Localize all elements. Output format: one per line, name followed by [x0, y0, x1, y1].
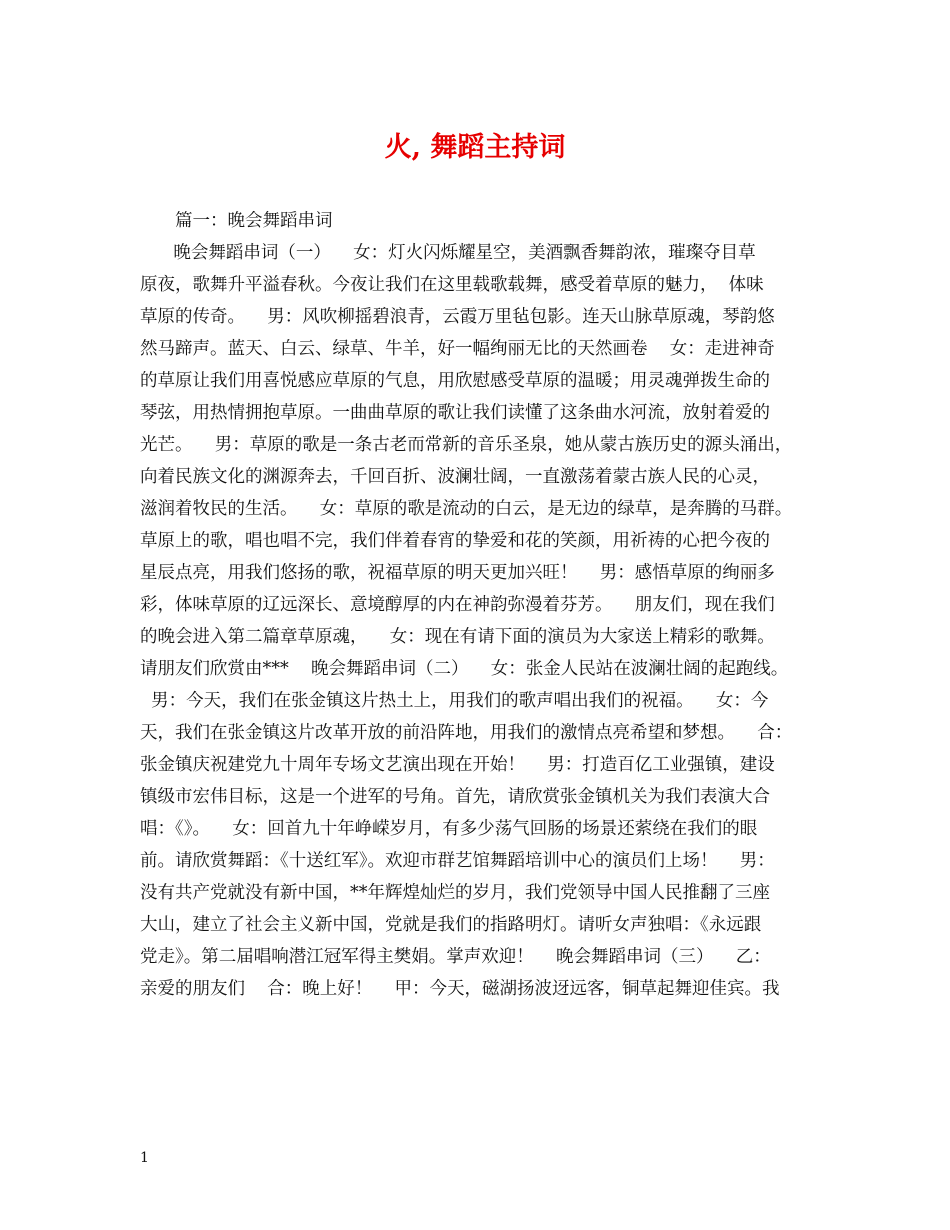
text-line: 天，我们在张金镇这片改革开放的前沿阵地，用我们的激情点亮希望和梦想。 合：: [140, 723, 793, 743]
section-heading: 篇一：晚会舞蹈串词: [175, 211, 333, 231]
text-line: 滋润着牧民的生活。 女：草原的歌是流动的白云，是无边的绿草，是奔腾的马群。: [140, 499, 793, 519]
text-line: 然马蹄声。蓝天、白云、绿草、牛羊，好一幅绚丽无比的天然画卷 女：走进神奇: [140, 339, 775, 359]
text-line: 张金镇庆祝建党九十周年专场文艺演出现在开始！ 男：打造百亿工业强镇，建设: [140, 755, 775, 775]
text-line: 党走》。第二届唱响潜江冠军得主樊娟。掌声欢迎！ 晚会舞蹈串词（三） 乙：: [140, 947, 771, 967]
text-line: 男：今天，我们在张金镇这片热土上，用我们的歌声唱出我们的祝福。 女：今: [140, 691, 769, 711]
text-line: 星辰点亮，用我们悠扬的歌，祝福草原的明天更加兴旺！ 男：感悟草原的绚丽多: [140, 563, 775, 583]
text-line: 草原上的歌，唱也唱不完，我们伴着春宵的挚爱和花的笑颜，用祈祷的心把今夜的: [140, 531, 770, 551]
text-line: 草原的传奇。 男：风吹柳摇碧浪青，云霞万里毡包影。连天山脉草原魂，琴韵悠: [140, 307, 775, 327]
document-body: [140, 205, 820, 1005]
text-line: 的晚会进入第二篇章草原魂， 女：现在有请下面的演员为大家送上精彩的歌舞。: [140, 627, 775, 647]
text-line: 原夜，歌舞升平溢春秋。今夜让我们在这里载歌载舞，感受着草原的魅力， 体味: [140, 275, 764, 295]
text-line: 镇级市宏伟目标，这是一个进军的号角。首先，请欣赏张金镇机关为我们表演大合: [140, 787, 770, 807]
text-line: 大山，建立了社会主义新中国，党就是我们的指路明灯。请听女声独唱：《永远跟: [140, 915, 762, 935]
text-line: 琴弦，用热情拥抱草原。一曲曲草原的歌让我们读懂了这条曲水河流，放射着爱的: [140, 403, 770, 423]
text-line: 的草原让我们用喜悦感应草原的气息，用欣慰感受草原的温暖；用灵魂弹拨生命的: [140, 371, 770, 391]
paragraph-lines: [140, 237, 820, 1005]
text-line: 彩，体味草原的辽远深长、意境醇厚的内在神韵弥漫着芬芳。 朋友们，现在我们: [140, 595, 775, 615]
text-line: 光芒。 男：草原的歌是一条古老而常新的音乐圣泉，她从蒙古族历史的源头涌出，: [140, 435, 793, 455]
text-line: 请朋友们欣赏由*** 晚会舞蹈串词（二） 女：张金人民站在波澜壮阔的起跑线。: [140, 659, 789, 679]
page-number: 1: [140, 1150, 149, 1166]
text-line: 向着民族文化的渊源奔去，千回百折、波澜壮阔，一直激荡着蒙古族人民的心灵，: [140, 467, 770, 487]
text-line: 前。请欣赏舞蹈：《十送红军》。欢迎市群艺馆舞蹈培训中心的演员们上场！ 男：: [140, 851, 775, 871]
text-line: 没有共产党就没有新中国，**年辉煌灿烂的岁月，我们党领导中国人民推翻了三座: [140, 883, 770, 903]
document-title: 火, 舞蹈主持词: [384, 132, 566, 163]
text-line: 亲爱的朋友们 合：晚上好！ 甲：今天，磁湖扬波迓远客，铜草起舞迎佳宾。我: [140, 979, 780, 999]
text-line: 晚会舞蹈串词（一） 女：灯火闪烁耀星空，美酒飘香舞韵浓，璀璨夺目草: [140, 243, 756, 263]
text-line: 唱：《》。 女：回首九十年峥嵘岁月，有多少荡气回肠的场景还萦绕在我们的眼: [140, 819, 758, 839]
